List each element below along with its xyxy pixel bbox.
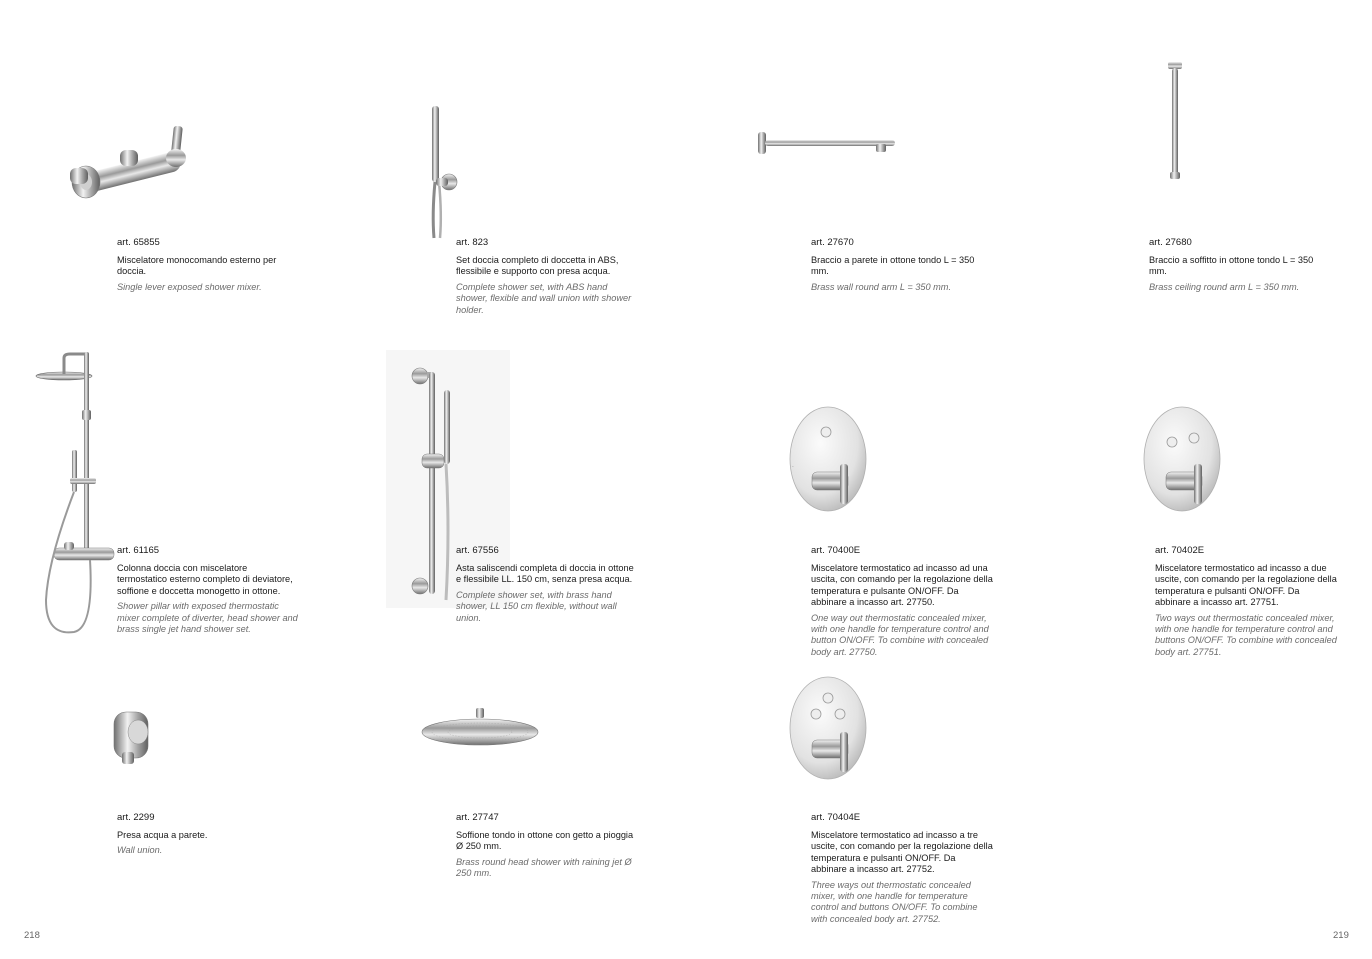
description-english: Shower pillar with exposed thermostatic mixer complete of diverter, head shower and brass single jet hand shower set.	[117, 601, 298, 635]
product-image-shower-pillar	[34, 350, 118, 636]
article-number: art. 27680	[1149, 237, 1192, 248]
page-number-right: 219	[1333, 930, 1349, 941]
description-english: Single lever exposed shower mixer.	[117, 281, 262, 292]
product-caption	[1149, 237, 1331, 293]
description-italian: Miscelatore monocomando esterno per doccia.	[117, 255, 277, 277]
product-image-head-shower	[420, 706, 540, 748]
article-number: art. 61165	[117, 545, 160, 556]
product-caption	[456, 237, 638, 316]
product-caption	[811, 812, 993, 925]
product-image-concealed-mixer-1	[786, 404, 870, 514]
description-english: Two ways out thermostatic concealed mixer, with one handle for temperature control and buttons ON/OFF. To combine with concealed body art. 27751.	[1155, 612, 1337, 657]
description-english: Complete shower set, with ABS hand shower, flexible and wall union with shower holder.	[456, 281, 632, 315]
description-italian: Set doccia completo di doccetta in ABS, flessibile e supporto con presa acqua.	[456, 255, 619, 277]
product-caption	[1155, 545, 1337, 658]
product-caption	[456, 545, 638, 624]
product-image-exposed-mixer	[64, 124, 194, 204]
svg-text:-: -	[792, 464, 794, 470]
product-caption	[117, 237, 299, 293]
description-english: Brass round head shower with raining jet Ø 250 mm.	[456, 856, 632, 879]
description-italian: Braccio a soffitto in ottone tondo L = 350 mm.	[1149, 255, 1314, 277]
product-image-ceiling-arm	[1166, 62, 1184, 182]
description-english: Complete shower set, with brass hand shower, LL 150 cm flexible, without wall union.	[456, 589, 617, 623]
article-number: art. 67556	[456, 545, 499, 556]
description-italian: Miscelatore termostatico ad incasso a tre uscite, con comando per la regolazione della temperatura e pulsanti ON/OFF. Da abbinare a incasso art. 27752.	[811, 830, 993, 875]
description-italian: Miscelatore termostatico ad incasso a due uscite, con comando per la regolazione della temperatura e pulsanti ON/OFF. Da abbinare a incasso art. 27751.	[1155, 563, 1337, 608]
product-image-concealed-mixer-3	[786, 674, 870, 782]
article-number: art. 70404E	[811, 812, 861, 823]
article-number: art. 823	[456, 237, 489, 248]
product-caption	[456, 812, 638, 880]
article-number: art. 65855	[117, 237, 160, 248]
article-number: art. 70402E	[1155, 545, 1205, 556]
description-italian: Miscelatore termostatico ad incasso ad una uscita, con comando per la regolazione della temperatura e pulsante ON/OFF. Da abbinare a incasso art. 27750.	[811, 563, 993, 608]
description-english: One way out thermostatic concealed mixer, with one handle for temperature control and button ON/OFF. To combine with concealed body art. 27750.	[811, 612, 989, 657]
article-number: art. 2299	[117, 812, 155, 823]
product-caption	[811, 545, 993, 658]
description-english: Brass wall round arm L = 350 mm.	[811, 281, 951, 292]
description-italian: Braccio a parete in ottone tondo L = 350 mm.	[811, 255, 975, 277]
product-caption	[117, 812, 299, 857]
product-image-wall-arm	[756, 130, 898, 156]
description-italian: Colonna doccia con miscelatore termostatico esterno completo di deviatore, soffione e doccetta monogetto in ottone.	[117, 563, 293, 596]
product-image-shower-set	[422, 104, 462, 240]
product-image-concealed-mixer-2	[1140, 404, 1224, 514]
product-caption	[117, 545, 299, 635]
description-english: Three ways out thermostatic concealed mixer, with one handle for temperature control and buttons ON/OFF. To combine with concealed body art. 27752.	[811, 879, 978, 924]
description-english: Brass ceiling round arm L = 350 mm.	[1149, 281, 1300, 292]
description-italian: Soffione tondo in ottone con getto a pioggia Ø 250 mm.	[456, 830, 634, 852]
description-italian: Presa acqua a parete.	[117, 830, 208, 840]
page-number-left: 218	[24, 930, 40, 941]
product-image-wall-union	[108, 708, 156, 766]
product-caption	[811, 237, 993, 293]
article-number: art. 70400E	[811, 545, 861, 556]
article-number: art. 27670	[811, 237, 854, 248]
description-italian: Asta saliscendi completa di doccia in ottone e flessibile LL. 150 cm, senza presa acqua.	[456, 563, 634, 585]
article-number: art. 27747	[456, 812, 499, 823]
description-english: Wall union.	[117, 845, 163, 856]
